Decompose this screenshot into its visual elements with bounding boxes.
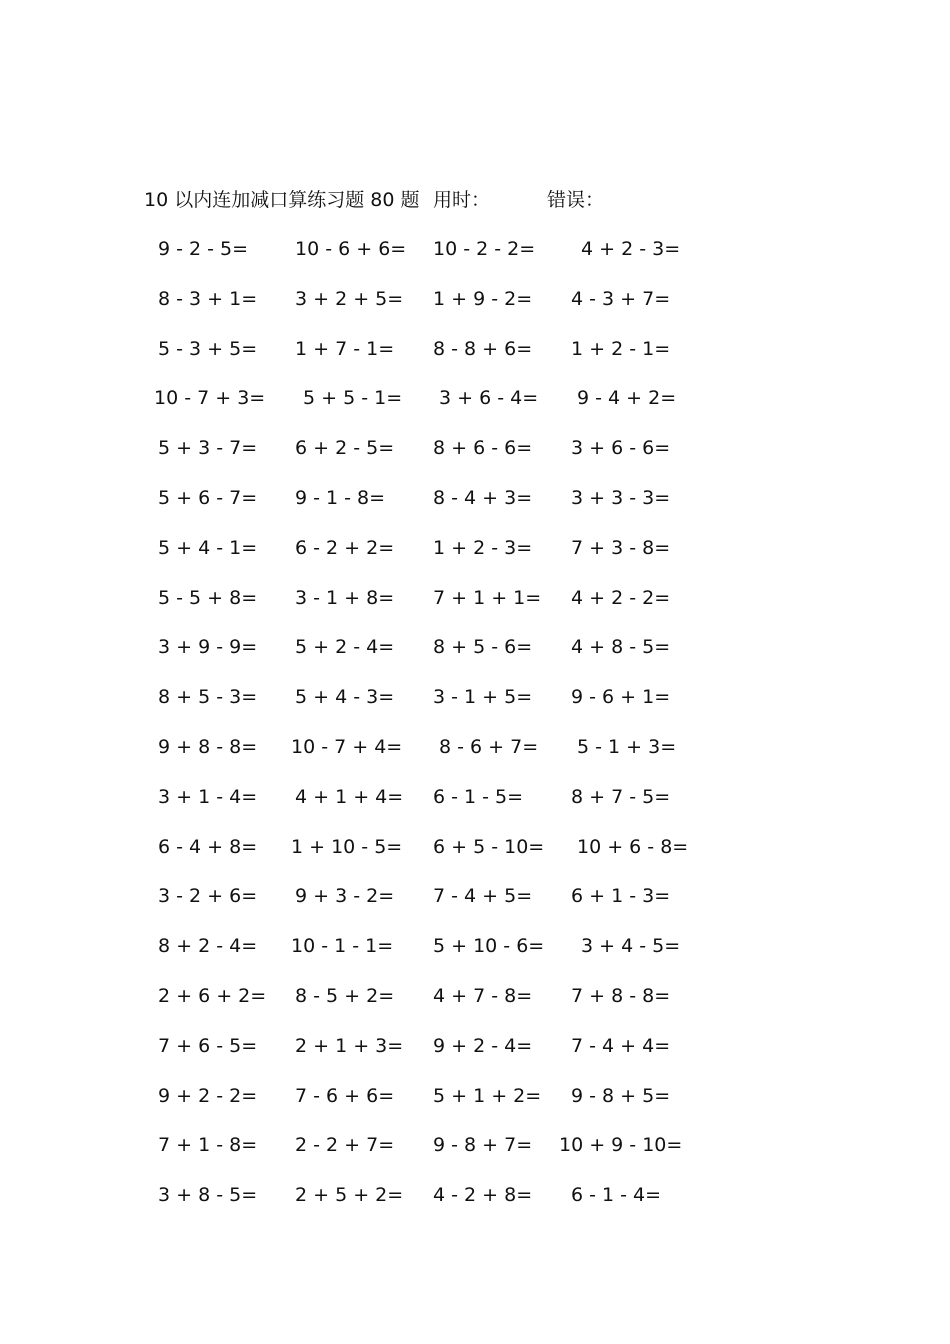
problem-row xyxy=(0,235,950,285)
problem-row xyxy=(0,534,950,584)
problem-row xyxy=(0,633,950,683)
problem-item: 7 - 4 + 4= xyxy=(571,1034,671,1057)
problem-item: 10 + 6 - 8= xyxy=(577,835,689,858)
problem-row xyxy=(0,882,950,932)
problem-item: 2 + 6 + 2= xyxy=(158,984,267,1007)
problem-row xyxy=(0,783,950,833)
problem-item: 9 - 6 + 1= xyxy=(571,686,671,709)
problem-item: 9 + 3 - 2= xyxy=(295,885,395,908)
problem-item: 8 + 5 - 6= xyxy=(433,636,533,659)
problem-item: 7 + 1 - 8= xyxy=(158,1134,258,1157)
problem-item: 7 + 6 - 5= xyxy=(158,1034,258,1057)
problem-item: 6 - 2 + 2= xyxy=(295,536,395,559)
problem-row xyxy=(0,484,950,534)
problem-item: 4 + 8 - 5= xyxy=(571,636,671,659)
problem-item: 8 - 6 + 7= xyxy=(439,735,539,758)
problem-item: 6 + 5 - 10= xyxy=(433,835,545,858)
problem-row xyxy=(0,1181,950,1231)
problem-item: 10 - 6 + 6= xyxy=(295,238,407,260)
problem-item: 3 + 4 - 5= xyxy=(581,935,681,958)
problem-item: 9 + 2 - 2= xyxy=(158,1084,258,1107)
problem-item: 6 + 2 - 5= xyxy=(295,437,395,460)
problem-item: 8 + 5 - 3= xyxy=(158,686,258,709)
time-label: 用时： xyxy=(433,189,491,211)
problem-item: 3 - 2 + 6= xyxy=(158,885,258,908)
problem-item: 5 + 5 - 1= xyxy=(303,387,403,410)
problem-item: 5 + 4 - 3= xyxy=(295,686,395,709)
problem-item: 9 - 4 + 2= xyxy=(577,387,677,410)
problem-row xyxy=(0,1082,950,1132)
problem-item: 5 + 3 - 7= xyxy=(158,437,258,460)
problem-item: 8 - 5 + 2= xyxy=(295,984,395,1007)
problem-item: 9 + 2 - 4= xyxy=(433,1034,533,1057)
problem-item: 6 + 1 - 3= xyxy=(571,885,671,908)
problem-item: 5 - 1 + 3= xyxy=(577,735,677,758)
problem-item: 7 + 3 - 8= xyxy=(571,536,671,559)
problem-row xyxy=(0,285,950,335)
problem-item: 6 - 4 + 8= xyxy=(158,835,258,858)
problem-item: 4 + 2 - 2= xyxy=(571,586,671,609)
problem-item: 2 - 2 + 7= xyxy=(295,1134,395,1157)
problem-item: 10 - 7 + 3= xyxy=(154,387,266,410)
problem-item: 3 + 6 - 6= xyxy=(571,437,671,460)
problem-item: 4 - 3 + 7= xyxy=(571,287,671,310)
problem-item: 6 - 1 - 4= xyxy=(571,1184,662,1207)
problem-grid xyxy=(0,235,950,1231)
problem-item: 9 - 8 + 7= xyxy=(433,1134,533,1157)
problem-item: 4 + 2 - 3= xyxy=(581,238,681,260)
problem-item: 7 + 1 + 1= xyxy=(433,586,542,609)
problem-item: 1 + 2 - 3= xyxy=(433,536,533,559)
problem-item: 3 + 2 + 5= xyxy=(295,287,404,310)
problem-item: 5 + 4 - 1= xyxy=(158,536,258,559)
problem-item: 7 - 4 + 5= xyxy=(433,885,533,908)
problem-item: 10 - 1 - 1= xyxy=(291,935,394,958)
problem-item: 9 - 1 - 8= xyxy=(295,486,386,509)
problem-item: 5 - 3 + 5= xyxy=(158,337,258,360)
problem-item: 8 + 2 - 4= xyxy=(158,935,258,958)
problem-item: 5 + 10 - 6= xyxy=(433,935,545,958)
problem-row xyxy=(0,683,950,733)
problem-item: 7 + 8 - 8= xyxy=(571,984,671,1007)
problem-item: 4 + 1 + 4= xyxy=(295,785,404,808)
problem-item: 3 - 1 + 8= xyxy=(295,586,395,609)
problem-item: 4 - 2 + 8= xyxy=(433,1184,533,1207)
problem-item: 5 + 1 + 2= xyxy=(433,1084,542,1107)
problem-row xyxy=(0,335,950,385)
problem-item: 1 + 2 - 1= xyxy=(571,337,671,360)
problem-row xyxy=(0,434,950,484)
problem-item: 9 - 8 + 5= xyxy=(571,1084,671,1107)
problem-item: 3 + 8 - 5= xyxy=(158,1184,258,1207)
problem-row xyxy=(0,833,950,883)
problem-item: 3 + 6 - 4= xyxy=(439,387,539,410)
problem-item: 8 - 3 + 1= xyxy=(158,287,258,310)
problem-row xyxy=(0,932,950,982)
problem-item: 5 + 6 - 7= xyxy=(158,486,258,509)
problem-item: 8 - 4 + 3= xyxy=(433,486,533,509)
problem-item: 10 + 9 - 10= xyxy=(559,1134,683,1157)
problem-item: 1 + 10 - 5= xyxy=(291,835,403,858)
problem-item: 3 + 1 - 4= xyxy=(158,785,258,808)
problem-row xyxy=(0,1032,950,1082)
problem-row xyxy=(0,384,950,434)
worksheet-title: 10 以内连加减口算练习题 80 题 xyxy=(144,189,420,211)
problem-item: 5 - 5 + 8= xyxy=(158,586,258,609)
problem-item: 3 + 9 - 9= xyxy=(158,636,258,659)
problem-item: 8 + 7 - 5= xyxy=(571,785,671,808)
problem-item: 9 + 8 - 8= xyxy=(158,735,258,758)
problem-item: 2 + 1 + 3= xyxy=(295,1034,404,1057)
problem-item: 3 + 3 - 3= xyxy=(571,486,671,509)
worksheet-header xyxy=(144,186,704,214)
problem-item: 9 - 2 - 5= xyxy=(158,238,249,260)
problem-item: 10 - 2 - 2= xyxy=(433,238,536,260)
problem-item: 8 + 6 - 6= xyxy=(433,437,533,460)
problem-row xyxy=(0,982,950,1032)
problem-item: 5 + 2 - 4= xyxy=(295,636,395,659)
problem-item: 4 + 7 - 8= xyxy=(433,984,533,1007)
problem-row xyxy=(0,584,950,634)
problem-item: 1 + 9 - 2= xyxy=(433,287,533,310)
problem-item: 3 - 1 + 5= xyxy=(433,686,533,709)
problem-item: 6 - 1 - 5= xyxy=(433,785,524,808)
problem-item: 2 + 5 + 2= xyxy=(295,1184,404,1207)
problem-item: 1 + 7 - 1= xyxy=(295,337,395,360)
problem-item: 8 - 8 + 6= xyxy=(433,337,533,360)
errors-label: 错误： xyxy=(547,189,605,211)
problem-row xyxy=(0,733,950,783)
problem-row xyxy=(0,1131,950,1181)
problem-item: 7 - 6 + 6= xyxy=(295,1084,395,1107)
problem-item: 10 - 7 + 4= xyxy=(291,735,403,758)
